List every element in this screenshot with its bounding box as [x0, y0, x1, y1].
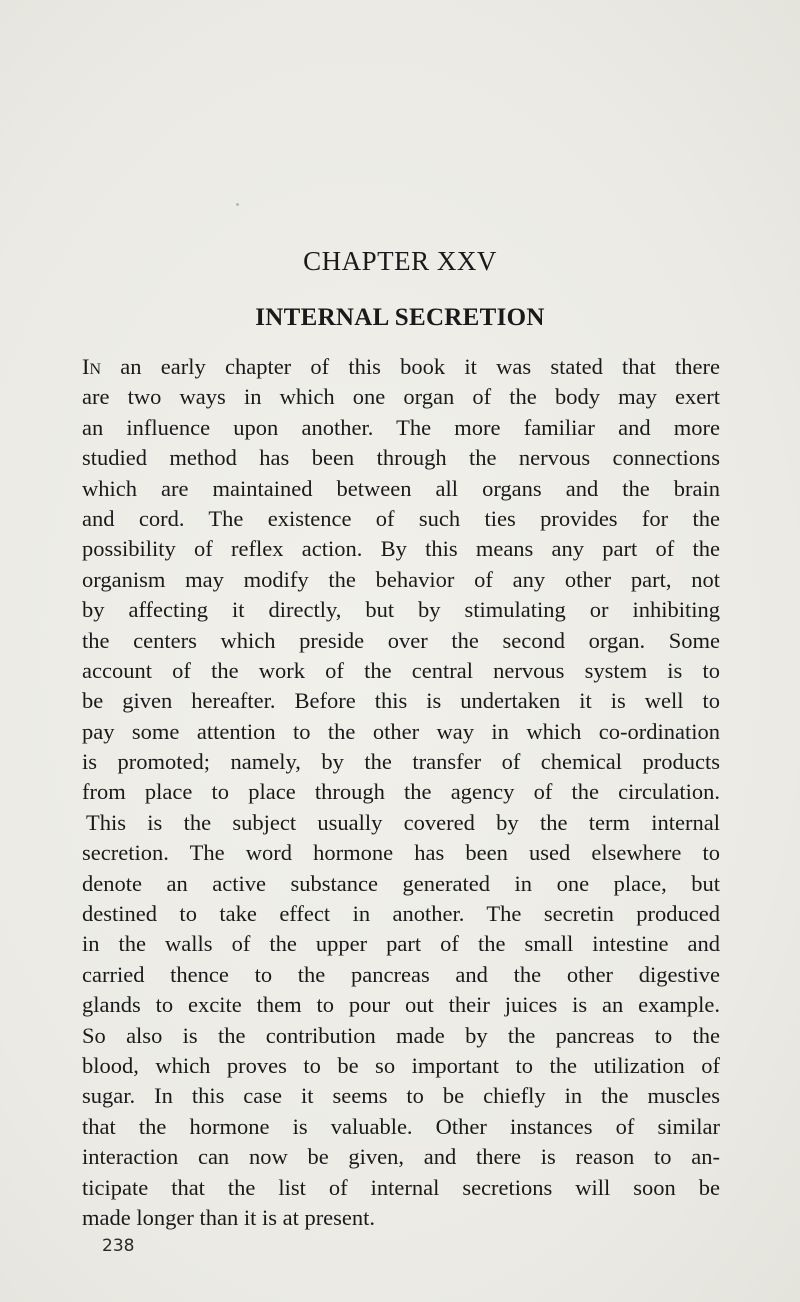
text-line: glands to excite them to pour out their juices is an example.: [82, 992, 720, 1018]
text-line: ticipate that the list of internal secretions will soon be: [82, 1174, 720, 1200]
text-line: an influence upon another. The more familiar and more: [82, 414, 720, 440]
chapter-heading: CHAPTER XXV: [303, 246, 497, 276]
text-line: organism may modify the behavior of any other part, not: [82, 566, 720, 592]
chapter-title: INTERNAL SECRETION: [255, 304, 545, 331]
text-line: account of the work of the central nervous system is to: [82, 657, 720, 683]
text-line: which are maintained between all organs and the brain: [82, 475, 720, 501]
text-line: secretion. The word hormone has been used elsewhere to: [82, 840, 720, 866]
body-text: [82, 352, 720, 1233]
lead-word: In: [82, 354, 102, 379]
text-line: from place to place through the agency of the circulation.: [82, 779, 720, 805]
text-line: that the hormone is valuable. Other instances of similar: [82, 1113, 720, 1139]
page-number: 238: [102, 1236, 135, 1256]
text-line: This is the subject usually covered by the term internal: [86, 809, 720, 835]
text-line: and cord. The existence of such ties provides for the: [82, 505, 720, 531]
text-line: are two ways in which one organ of the body may exert: [82, 384, 720, 410]
text-line: sugar. In this case it seems to be chiefly in the muscles: [82, 1083, 720, 1109]
text-line: possibility of reflex action. By this means any part of the: [82, 536, 720, 562]
text-line: be given hereafter. Before this is undertaken it is well to: [82, 688, 720, 714]
text-line: In an early chapter of this book it was stated that there: [82, 354, 720, 379]
text-line: pay some attention to the other way in which co-ordination: [82, 718, 720, 744]
text-line: made longer than it is at present.: [82, 1204, 376, 1230]
text-line: destined to take effect in another. The secretin produced: [82, 901, 720, 927]
text-line: in the walls of the upper part of the small intestine and: [82, 931, 720, 957]
text-line: by affecting it directly, but by stimulating or inhibiting: [82, 597, 720, 623]
text-line: the centers which preside over the second organ. Some: [82, 627, 720, 653]
text-line: So also is the contribution made by the pancreas to the: [82, 1022, 720, 1048]
text-line: is promoted; namely, by the transfer of chemical products: [82, 749, 720, 775]
paper-speck: [236, 203, 239, 206]
text-line: denote an active substance generated in one place, but: [82, 870, 720, 896]
text-line: studied method has been through the nervous connections: [82, 445, 720, 471]
text-line: carried thence to the pancreas and the other digestive: [82, 961, 720, 987]
text-line: blood, which proves to be so important to the utilization of: [82, 1052, 720, 1078]
text-line: interaction can now be given, and there is reason to an-: [82, 1144, 720, 1170]
